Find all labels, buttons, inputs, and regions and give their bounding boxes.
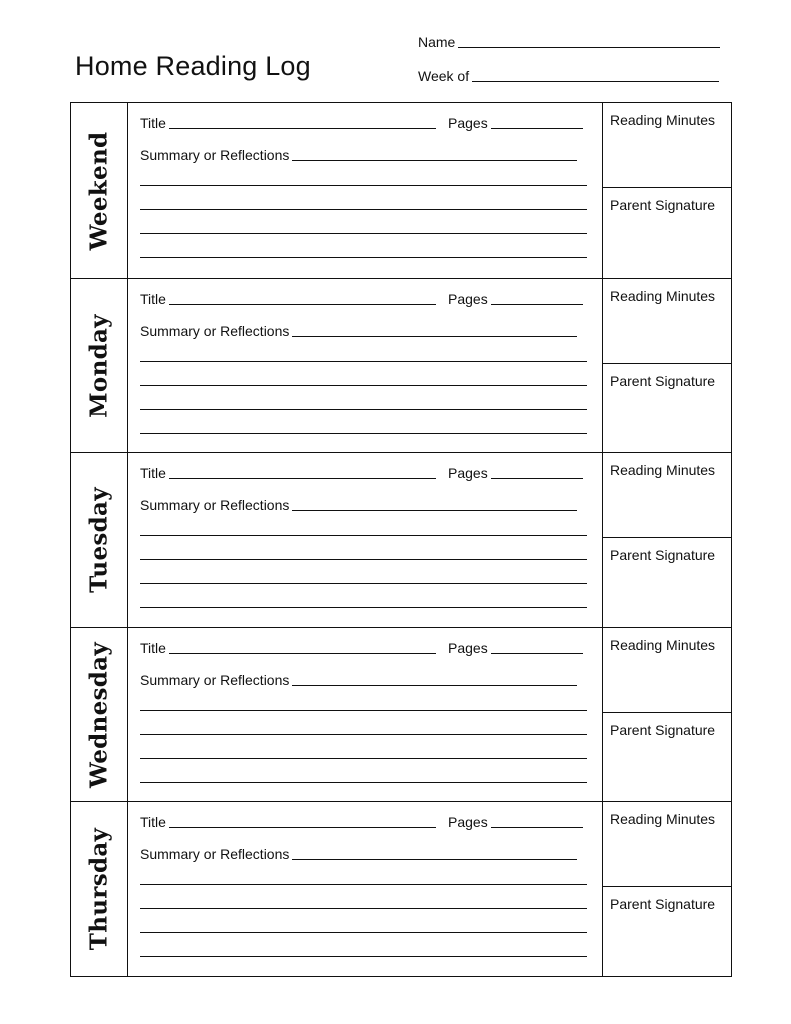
reading-log-table <box>70 102 732 977</box>
summary-field[interactable] <box>140 147 577 163</box>
writing-line[interactable] <box>140 535 587 536</box>
writing-line[interactable] <box>140 257 587 258</box>
summary-label: Summary or Reflections <box>140 846 290 863</box>
pages-label: Pages <box>448 465 488 482</box>
parent-signature-box[interactable] <box>603 887 731 977</box>
writing-line[interactable] <box>140 559 587 560</box>
writing-line[interactable] <box>140 409 587 410</box>
pages-line[interactable] <box>491 826 583 828</box>
week-of-field[interactable] <box>418 68 719 84</box>
side-column <box>602 279 731 453</box>
day-label-cell <box>71 103 128 278</box>
entry-area <box>128 628 602 802</box>
title-label: Title <box>140 290 166 307</box>
title-field[interactable] <box>140 814 436 830</box>
reading-minutes-label: Reading Minutes <box>610 112 716 128</box>
day-label-cell <box>71 453 128 627</box>
summary-line[interactable] <box>292 509 577 511</box>
name-line[interactable] <box>458 46 720 48</box>
page-title: Home Reading Log <box>75 51 311 81</box>
day-label: Monday <box>85 313 113 418</box>
pages-label: Pages <box>448 290 488 307</box>
writing-line[interactable] <box>140 758 587 759</box>
writing-line[interactable] <box>140 433 587 434</box>
entry-area <box>128 279 602 453</box>
writing-line[interactable] <box>140 908 587 909</box>
reading-minutes-label: Reading Minutes <box>610 811 716 828</box>
writing-line[interactable] <box>140 956 587 957</box>
reading-minutes-box[interactable] <box>603 628 731 713</box>
title-line[interactable] <box>169 826 436 828</box>
parent-signature-label: Parent Signature <box>610 547 716 564</box>
day-row <box>71 278 731 453</box>
side-column <box>602 453 731 627</box>
writing-line[interactable] <box>140 782 587 783</box>
writing-line[interactable] <box>140 361 587 362</box>
pages-field[interactable] <box>448 291 583 307</box>
day-label: Tuesday <box>85 487 113 594</box>
pages-line[interactable] <box>491 127 583 129</box>
title-line[interactable] <box>169 477 436 479</box>
entry-area <box>128 453 602 627</box>
writing-line[interactable] <box>140 233 587 234</box>
pages-label: Pages <box>448 814 488 831</box>
name-field[interactable] <box>418 34 720 50</box>
day-label-cell <box>71 279 128 453</box>
summary-field[interactable] <box>140 672 577 688</box>
writing-line[interactable] <box>140 607 587 608</box>
pages-field[interactable] <box>448 115 583 131</box>
writing-line[interactable] <box>140 583 587 584</box>
parent-signature-box[interactable] <box>603 713 731 803</box>
title-label: Title <box>140 639 166 656</box>
summary-field[interactable] <box>140 323 577 339</box>
writing-line[interactable] <box>140 385 587 386</box>
entry-area <box>128 802 602 976</box>
week-of-line[interactable] <box>472 80 719 82</box>
parent-signature-label: Parent Signature <box>610 197 716 213</box>
parent-signature-box[interactable] <box>603 538 731 628</box>
writing-line[interactable] <box>140 185 587 186</box>
day-row <box>71 452 731 627</box>
side-column <box>602 802 731 976</box>
day-row <box>71 103 731 278</box>
title-field[interactable] <box>140 291 436 307</box>
summary-line[interactable] <box>292 858 577 860</box>
reading-minutes-box[interactable] <box>603 802 731 887</box>
title-line[interactable] <box>169 652 436 654</box>
side-column <box>602 103 731 278</box>
day-label-cell <box>71 802 128 976</box>
title-line[interactable] <box>169 303 436 305</box>
title-label: Title <box>140 115 166 131</box>
summary-label: Summary or Reflections <box>140 322 290 339</box>
title-label: Title <box>140 465 166 482</box>
day-row <box>71 801 731 976</box>
parent-signature-label: Parent Signature <box>610 721 716 738</box>
side-column <box>602 628 731 802</box>
parent-signature-box[interactable] <box>603 188 731 278</box>
day-label: Wednesday <box>85 641 113 788</box>
summary-field[interactable] <box>140 497 577 513</box>
summary-line[interactable] <box>292 335 577 337</box>
writing-line[interactable] <box>140 209 587 210</box>
reading-minutes-label: Reading Minutes <box>610 462 716 479</box>
writing-line[interactable] <box>140 932 587 933</box>
reading-minutes-box[interactable] <box>603 279 731 364</box>
writing-line[interactable] <box>140 734 587 735</box>
summary-line[interactable] <box>292 159 577 161</box>
pages-line[interactable] <box>491 652 583 654</box>
reading-minutes-box[interactable] <box>603 103 731 188</box>
day-label: Thursday <box>85 828 113 951</box>
title-field[interactable] <box>140 115 436 131</box>
writing-line[interactable] <box>140 884 587 885</box>
summary-field[interactable] <box>140 846 577 862</box>
day-row <box>71 627 731 802</box>
pages-line[interactable] <box>491 477 583 479</box>
parent-signature-label: Parent Signature <box>610 896 716 913</box>
reading-minutes-label: Reading Minutes <box>610 636 716 653</box>
summary-label: Summary or Reflections <box>140 147 290 163</box>
pages-field[interactable] <box>448 814 583 830</box>
writing-line[interactable] <box>140 710 587 711</box>
reading-minutes-box[interactable] <box>603 453 731 538</box>
week-of-label: Week of <box>418 68 470 84</box>
day-label-cell <box>71 628 128 802</box>
summary-line[interactable] <box>292 684 577 686</box>
entry-area <box>128 103 602 278</box>
title-line[interactable] <box>169 127 436 129</box>
parent-signature-box[interactable] <box>603 364 731 454</box>
day-label: Weekend <box>85 131 113 250</box>
summary-label: Summary or Reflections <box>140 671 290 688</box>
pages-field[interactable] <box>448 640 583 656</box>
pages-line[interactable] <box>491 303 583 305</box>
title-field[interactable] <box>140 640 436 656</box>
pages-label: Pages <box>448 639 488 656</box>
pages-label: Pages <box>448 115 488 131</box>
title-label: Title <box>140 814 166 831</box>
summary-label: Summary or Reflections <box>140 497 290 514</box>
reading-minutes-label: Reading Minutes <box>610 287 716 304</box>
name-label: Name <box>418 34 456 50</box>
title-field[interactable] <box>140 465 436 481</box>
parent-signature-label: Parent Signature <box>610 372 716 389</box>
pages-field[interactable] <box>448 465 583 481</box>
